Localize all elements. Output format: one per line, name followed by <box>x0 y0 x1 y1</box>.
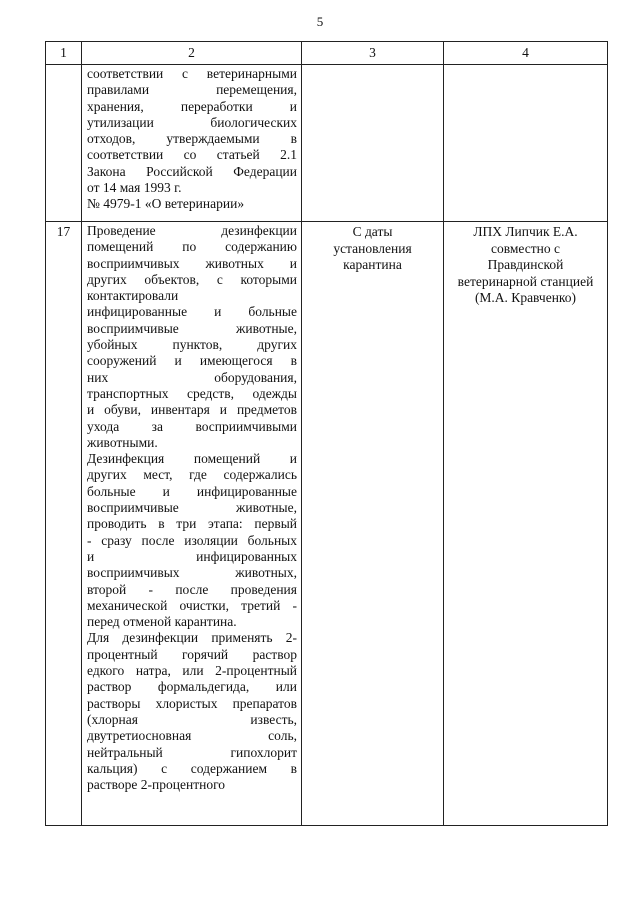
measure-text-line: от 14 мая 1993 г. <box>87 180 182 196</box>
measure-text-cell <box>82 222 302 826</box>
measure-text-line: двутретиосновная соль, <box>87 728 297 744</box>
page-number: 5 <box>316 14 324 29</box>
measure-text-line: них оборудования, <box>87 369 297 385</box>
measure-text-line: процентный горячий раствор <box>87 646 297 662</box>
header-col-3: 3 <box>302 42 444 65</box>
responsible-cell <box>444 222 608 826</box>
header-col-1: 1 <box>46 42 82 65</box>
measure-text-line: едкого натра, или 2-процентный <box>87 663 297 679</box>
table-row <box>46 65 608 222</box>
measure-text-line: инфицированные и больные <box>87 304 297 320</box>
measure-text-line: убойных пунктов, других <box>87 337 297 353</box>
measure-text-line: проводить в три этапа: первый <box>87 516 297 532</box>
responsible-cell <box>444 65 608 222</box>
measure-text-line: животными. <box>87 434 158 450</box>
measure-text-line: правилами перемещения, <box>87 82 297 98</box>
deadline-line: установления <box>333 240 412 256</box>
header-col-4: 4 <box>444 42 608 65</box>
deadline-cell <box>302 222 444 826</box>
measure-text-line: контактировали <box>87 288 179 304</box>
measure-text-line: восприимчивые животные, <box>87 320 297 336</box>
measure-text-line: перед отменой карантина. <box>87 614 237 630</box>
table-row <box>46 222 608 826</box>
header-col-2: 2 <box>82 42 302 65</box>
measure-text-line: и обуви, инвентаря и предметов <box>87 402 297 418</box>
responsible-line: Правдинской <box>487 257 564 272</box>
responsible-line: ветеринарной станцией <box>457 273 594 289</box>
table-header-row <box>46 42 608 65</box>
measure-text-line: соответствии со статьей 2.1 <box>87 147 297 163</box>
measure-text-line: транспортных средств, одежды <box>87 385 297 401</box>
measures-table <box>45 41 608 826</box>
deadline-line: С даты <box>352 224 393 239</box>
measure-text-line: других объектов, с которыми <box>87 271 297 287</box>
measure-text-line: (хлорная известь, <box>87 711 297 727</box>
measure-text-cell <box>82 65 302 222</box>
row-number: 17 <box>46 222 82 826</box>
measure-text-line: Проведение дезинфекции <box>87 223 297 238</box>
measure-text-line: отходов, утверждаемыми в <box>87 131 297 147</box>
measure-text-line: второй - после проведения <box>87 581 297 597</box>
responsible-line: (М.А. Кравченко) <box>474 290 577 305</box>
measure-text-line: Закона Российской Федерации <box>87 163 297 179</box>
measure-text-line: сооружений и имеющегося в <box>87 353 297 369</box>
measure-text-line: растворы хлористых препаратов <box>87 695 297 711</box>
measure-text-line: растворе 2-процентного <box>87 777 226 793</box>
measure-text-line: хранения, переработки и <box>87 98 297 114</box>
measure-text-line: Для дезинфекции применять 2- <box>87 630 297 646</box>
measure-text-line: Дезинфекция помещений и <box>87 451 297 467</box>
deadline-line: карантина <box>343 257 402 272</box>
responsible-line: ЛПХ Липчик Е.А. <box>473 224 578 239</box>
measure-text-line: восприимчивых животных и <box>87 255 297 271</box>
measure-text-line: помещений по содержанию <box>87 239 297 255</box>
measure-text-line: утилизации биологических <box>87 114 297 130</box>
measure-text-line: больные и инфицированные <box>87 483 297 499</box>
row-number <box>46 65 82 222</box>
measure-text-line: других мест, где содержались <box>87 467 297 483</box>
measure-text-line: раствор формальдегида, или <box>87 679 297 695</box>
measure-text-line: нейтральный гипохлорит <box>87 744 297 760</box>
measure-text-line: № 4979-1 «О ветеринарии» <box>87 196 245 212</box>
measure-text-line: ухода за восприимчивыми <box>87 418 297 434</box>
measure-text-line: кальция) с содержанием в <box>87 760 297 776</box>
responsible-line: совместно с <box>491 240 560 256</box>
measure-text-line: механической очистки, третий - <box>87 597 297 613</box>
measure-text-line: восприимчивые животные, <box>87 500 297 516</box>
measure-text-line: и инфицированных <box>87 548 297 564</box>
measure-text-line: восприимчивых животных, <box>87 565 297 581</box>
measure-text-line: соответствии с ветеринарными <box>87 66 297 81</box>
deadline-cell <box>302 65 444 222</box>
measure-text-line: - сразу после изоляции больных <box>87 532 297 548</box>
